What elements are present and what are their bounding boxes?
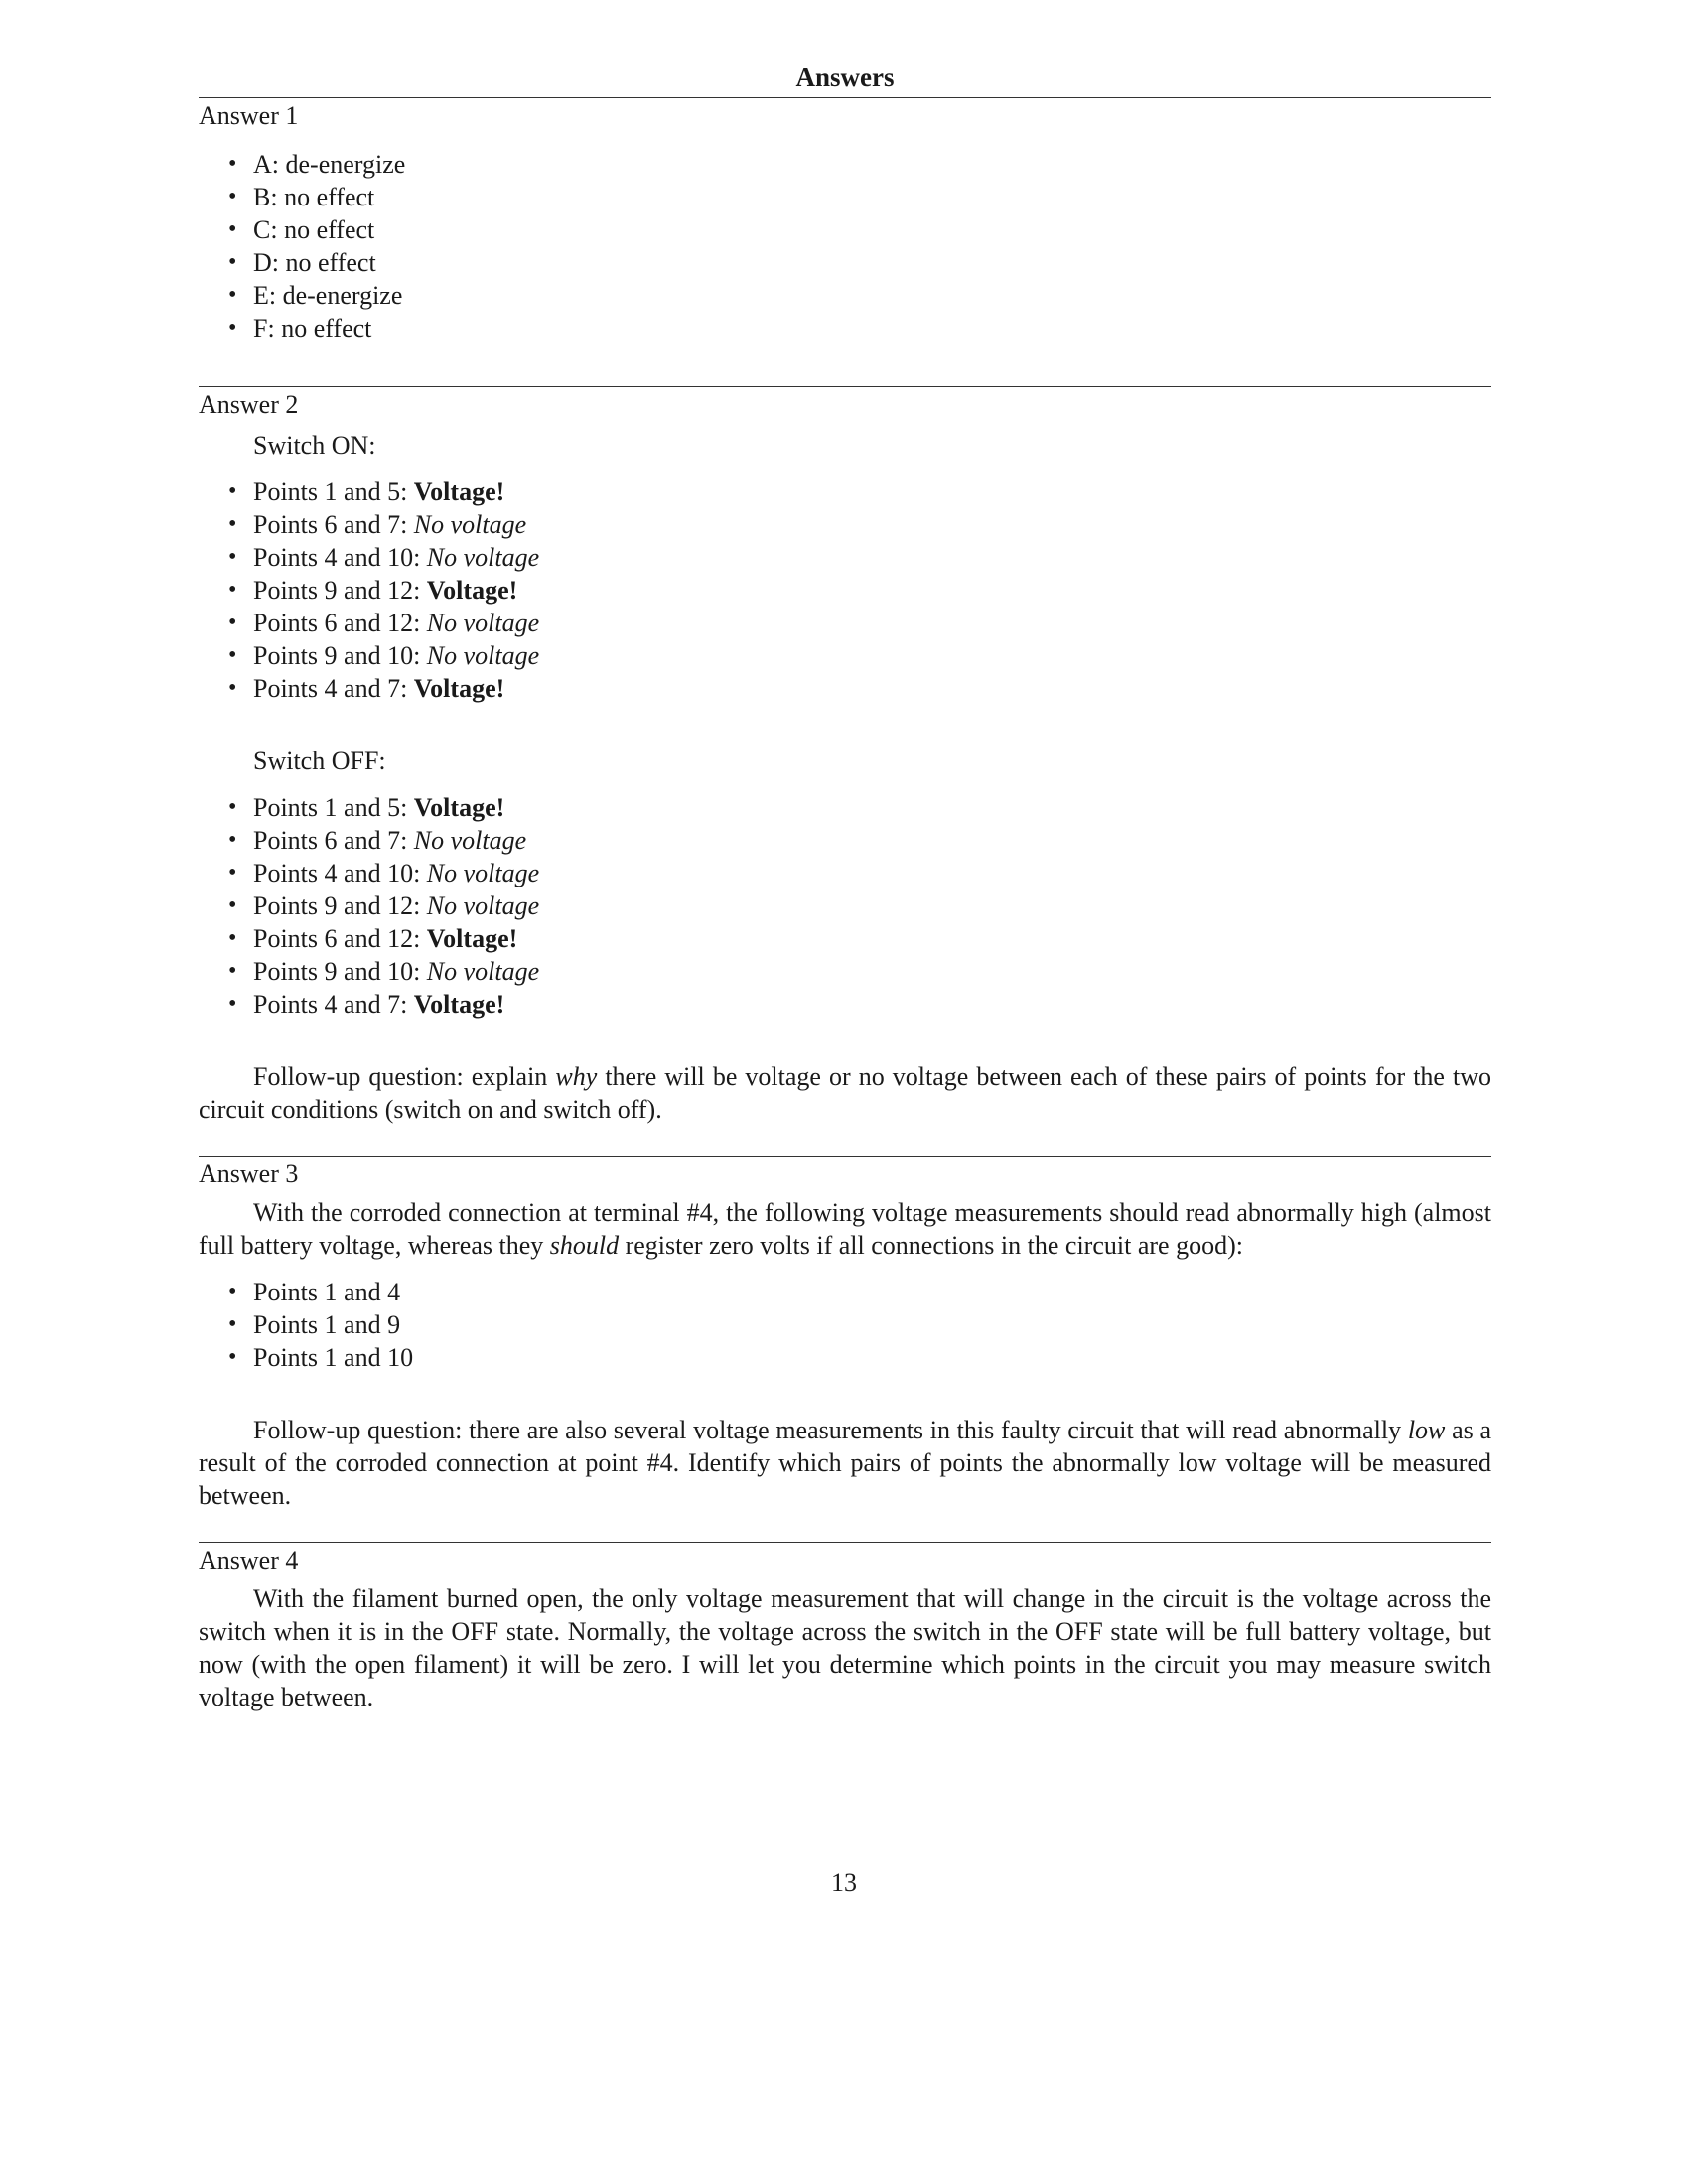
bullet-icon: • (228, 315, 237, 341)
followup-text: Follow-up question: there are also several voltage measurements in this faulty circuit that will read abnormally (253, 1416, 1408, 1444)
item-value: No voltage (426, 957, 540, 986)
item-label: Points 9 and 12: (253, 891, 427, 920)
item-label: Points 9 and 10: (253, 957, 427, 986)
bullet-icon: • (228, 478, 237, 504)
paragraph-text: register zero volts if all connections in the circuit are good): (619, 1231, 1243, 1260)
item-value: Voltage! (426, 924, 518, 953)
item-value: No voltage (413, 510, 527, 539)
item-value: no effect (284, 183, 375, 211)
item-value: no effect (284, 215, 375, 244)
item-value: No voltage (426, 859, 540, 887)
list-item (226, 148, 1491, 181)
item-value: No voltage (426, 891, 540, 920)
answer-2-heading: Answer 2 (199, 390, 299, 419)
list-item (226, 955, 1491, 988)
answer-3-list (199, 1276, 1491, 1374)
answer-3-section (199, 1157, 1491, 1512)
bullet-icon: • (228, 991, 237, 1017)
item-label: Points 4 and 10: (253, 543, 427, 572)
list-item (226, 988, 1491, 1021)
followup-text: as a result of the corroded connection at point #4. Identify which pairs of points the abnormally low voltage will be measured between. (199, 1416, 1491, 1510)
list-item (226, 181, 1491, 213)
bullet-icon: • (228, 892, 237, 918)
item-label: F: (253, 314, 282, 342)
bullet-icon: • (228, 794, 237, 820)
item-value: no effect (281, 314, 372, 342)
bullet-icon: • (228, 577, 237, 603)
list-item (226, 857, 1491, 889)
answer-4-paragraph: With the filament burned open, the only voltage measurement that will change in the circuit is the voltage across the switch when it is in the OFF state. Normally, the voltage across the switch in the OFF state will be full battery voltage, but now (with the open filament) it will be zero. I will let you determine which points in the circuit you may measure switch voltage between. (199, 1584, 1491, 1711)
item-value: No voltage (426, 543, 540, 572)
item-value: Voltage! (413, 478, 505, 506)
list-item (226, 607, 1491, 639)
bullet-icon: • (228, 511, 237, 537)
followup-text: Follow-up question: explain (253, 1062, 556, 1091)
switch-on-list (199, 476, 1491, 705)
bullet-icon: • (228, 282, 237, 308)
item-label: C: (253, 215, 285, 244)
list-item (226, 574, 1491, 607)
list-item (226, 1308, 1491, 1341)
paragraph-emphasis: should (549, 1231, 620, 1260)
item-value: de-energize (282, 281, 403, 310)
list-item (226, 213, 1491, 246)
answer-4-section (199, 1543, 1491, 1713)
item-value: No voltage (426, 609, 540, 637)
item-label: Points 6 and 7: (253, 826, 414, 855)
list-item (226, 508, 1491, 541)
switch-off-label: Switch OFF: (253, 747, 386, 775)
bullet-icon: • (228, 544, 237, 570)
list-item (226, 639, 1491, 672)
item-label: Points 1 and 9 (253, 1310, 401, 1339)
bullet-icon: • (228, 1311, 237, 1337)
item-label: Points 1 and 5: (253, 478, 414, 506)
bullet-icon: • (228, 675, 237, 701)
item-label: Points 1 and 4 (253, 1278, 401, 1306)
bullet-icon: • (228, 860, 237, 886)
item-label: Points 9 and 10: (253, 641, 427, 670)
bullet-icon: • (228, 184, 237, 209)
item-value: No voltage (426, 641, 540, 670)
list-item (226, 541, 1491, 574)
answers-page (199, 58, 1491, 1713)
item-label: B: (253, 183, 285, 211)
list-item (226, 824, 1491, 857)
item-label: Points 9 and 12: (253, 576, 427, 605)
followup-emphasis: low (1407, 1416, 1446, 1444)
switch-on-label: Switch ON: (253, 431, 376, 460)
bullet-icon: • (228, 925, 237, 951)
list-item (226, 1276, 1491, 1308)
bullet-icon: • (228, 958, 237, 984)
list-item (226, 312, 1491, 344)
answer-3-heading: Answer 3 (199, 1160, 299, 1188)
item-value: no effect (285, 248, 376, 277)
item-label: Points 6 and 7: (253, 510, 414, 539)
list-item (226, 791, 1491, 824)
list-item (226, 889, 1491, 922)
answer-3-followup (199, 1414, 1491, 1512)
item-label: Points 1 and 5: (253, 793, 414, 822)
list-item (226, 279, 1491, 312)
item-label: Points 4 and 10: (253, 859, 427, 887)
item-value: de-energize (285, 150, 406, 179)
answer-3-paragraph (199, 1196, 1491, 1262)
switch-off-list (199, 791, 1491, 1021)
item-label: Points 6 and 12: (253, 924, 427, 953)
item-value: Voltage! (413, 990, 505, 1019)
bullet-icon: • (228, 642, 237, 668)
bullet-icon: • (228, 1279, 237, 1304)
list-item (226, 476, 1491, 508)
answer-1-list (199, 148, 1491, 344)
item-label: Points 6 and 12: (253, 609, 427, 637)
answer-1-section (199, 98, 1491, 344)
item-label: Points 4 and 7: (253, 674, 414, 703)
item-label: D: (253, 248, 286, 277)
item-label: Points 4 and 7: (253, 990, 414, 1019)
list-item (226, 922, 1491, 955)
list-item (226, 1341, 1491, 1374)
bullet-icon: • (228, 216, 237, 242)
item-value: Voltage! (413, 793, 505, 822)
item-value: Voltage! (413, 674, 505, 703)
answer-1-heading: Answer 1 (199, 101, 299, 130)
page-number: 13 (831, 1868, 857, 1897)
item-value: No voltage (413, 826, 527, 855)
paragraph-text: With the corroded connection at terminal #4, the following voltage measurements should read abnormally high (almost full battery voltage, whereas they (199, 1198, 1491, 1260)
bullet-icon: • (228, 610, 237, 635)
followup-text: there will be voltage or no voltage between each of these pairs of points for the two circuit conditions (switch on and switch off). (199, 1062, 1492, 1124)
list-item (226, 246, 1491, 279)
item-label: Points 1 and 10 (253, 1343, 414, 1372)
answer-2-followup (199, 1060, 1491, 1126)
followup-emphasis: why (555, 1062, 598, 1091)
bullet-icon: • (228, 827, 237, 853)
answer-4-heading: Answer 4 (199, 1546, 299, 1574)
item-value: Voltage! (426, 576, 518, 605)
bullet-icon: • (228, 249, 237, 275)
bullet-icon: • (228, 151, 237, 177)
item-label: E: (253, 281, 283, 310)
item-label: A: (253, 150, 286, 179)
bullet-icon: • (228, 1344, 237, 1370)
answer-2-section (199, 387, 1491, 1126)
page-title: Answers (795, 63, 895, 92)
list-item (226, 672, 1491, 705)
